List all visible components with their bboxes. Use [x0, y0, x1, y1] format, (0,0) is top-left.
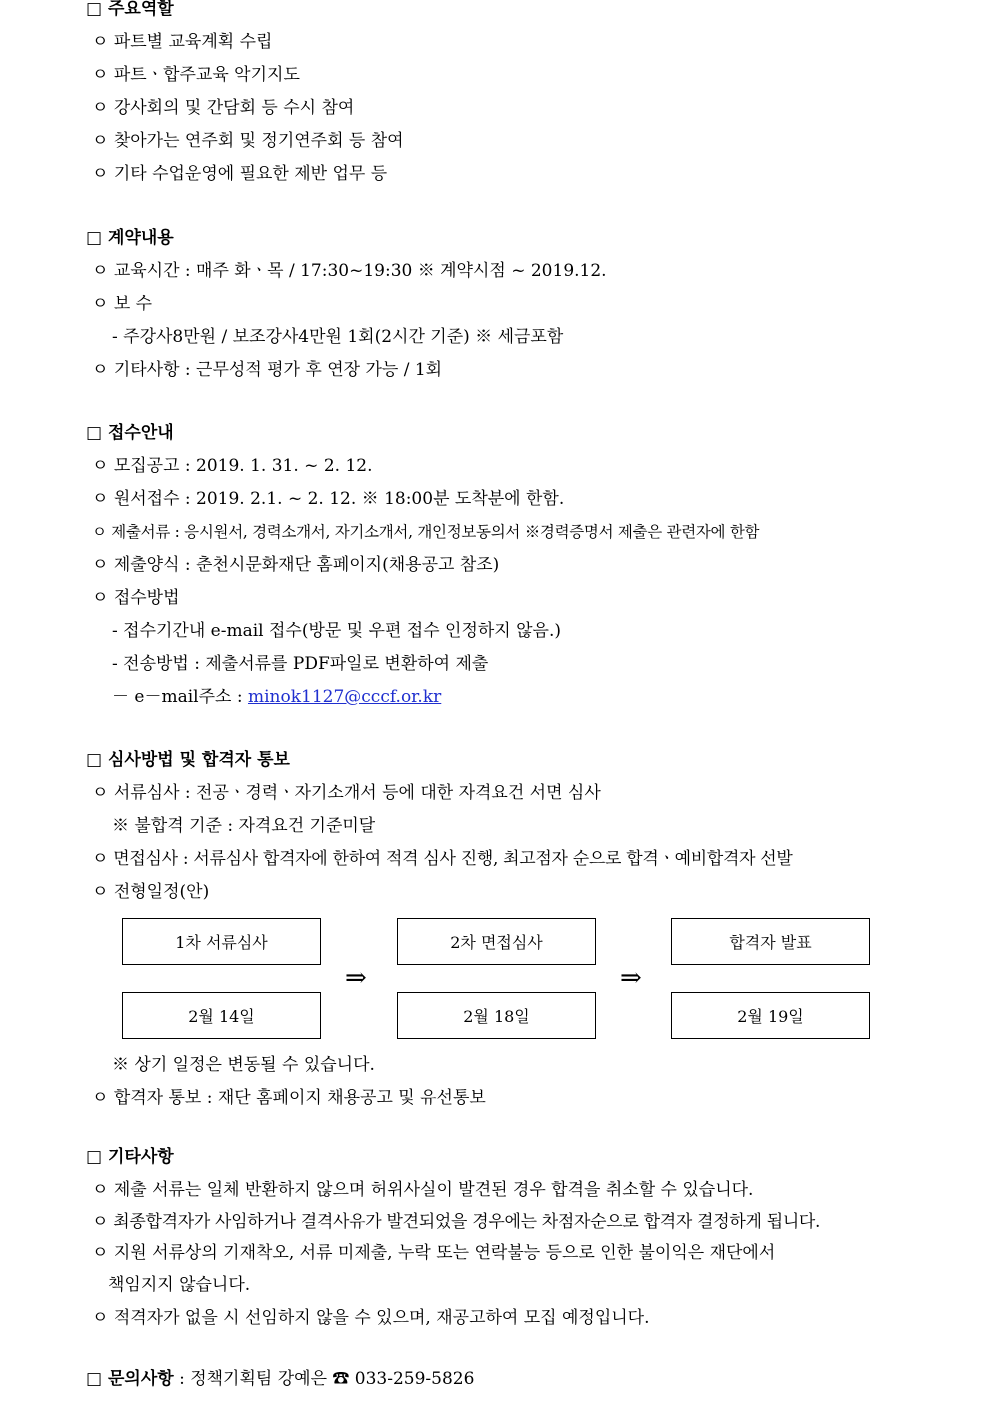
- schedule-stage-box: [397, 918, 596, 965]
- list-item: ㅇ 파트별 교육계획 수립: [92, 32, 273, 52]
- list-item: ㅇ 면접심사 : 서류심사 합격자에 한하여 적격 심사 진행, 최고점자 순으로 합격ㆍ예비합격자 선발: [92, 849, 793, 869]
- section-title-other: □ 기타사항: [86, 1147, 174, 1167]
- list-note: ※ 불합격 기준 : 자격요건 기준미달: [112, 816, 376, 836]
- list-item: ㅇ 서류심사 : 전공ㆍ경력ㆍ자기소개서 등에 대한 자격요건 서면 심사: [92, 783, 601, 803]
- list-item: ㅇ 전형일정(안): [92, 882, 210, 902]
- section-title-screening: □ 심사방법 및 합격자 통보: [86, 750, 290, 770]
- schedule-stage-label: 1차 서류심사: [175, 933, 268, 952]
- schedule-stage-label: 합격자 발표: [729, 933, 812, 952]
- list-item: ㅇ 적격자가 없을 시 선임하지 않을 수 있으며, 재공고하여 모집 예정입니다.: [92, 1308, 650, 1328]
- schedule-note: ※ 상기 일정은 변동될 수 있습니다.: [112, 1055, 375, 1075]
- list-item: ㅇ 보 수: [92, 294, 153, 314]
- email-line: [112, 686, 441, 708]
- section-title-contact: □ 문의사항: [86, 1369, 174, 1389]
- list-item-continued: 책임지지 않습니다.: [108, 1275, 251, 1295]
- arrow-right-icon: ⇒: [620, 963, 642, 993]
- email-link[interactable]: minok1127@cccf.or.kr: [247, 687, 442, 707]
- schedule-stage-box: [671, 918, 870, 965]
- section-title-application: □ 접수안내: [86, 423, 174, 443]
- list-item: ㅇ 교육시간 : 매주 화ㆍ목 / 17:30~19:30 ※ 계약시점 ~ 2019.12.: [92, 261, 607, 281]
- list-item: ㅇ 기타 수업운영에 필요한 제반 업무 등: [92, 164, 388, 184]
- list-item: ㅇ 합격자 통보 : 재단 홈페이지 채용공고 및 유선통보: [92, 1088, 486, 1108]
- list-subitem: - 주강사8만원 / 보조강사4만원 1회(2시간 기준) ※ 세금포함: [112, 327, 564, 347]
- list-item: ㅇ 파트ㆍ합주교육 악기지도: [92, 65, 300, 85]
- list-item: ㅇ 강사회의 및 간담회 등 수시 참여: [92, 98, 355, 118]
- schedule-date-box: [671, 992, 870, 1039]
- contact-info: : 정책기획팀 강예은 ☎ 033-259-5826: [173, 1369, 475, 1389]
- list-item: ㅇ 접수방법: [92, 588, 180, 608]
- arrow-right-icon: ⇒: [345, 963, 367, 993]
- schedule-stage-box: [122, 918, 321, 965]
- section-title-roles: □ 주요역할: [86, 0, 174, 19]
- list-item: ㅇ 원서접수 : 2019. 2.1. ~ 2. 12. ※ 18:00분 도착분에 한함.: [92, 489, 565, 509]
- schedule-stage-label: 2차 면접심사: [450, 933, 543, 952]
- section-title-contract: □ 계약내용: [86, 228, 174, 248]
- schedule-date-box: [122, 992, 321, 1039]
- list-subitem: - 전송방법 : 제출서류를 PDF파일로 변환하여 제출: [112, 654, 489, 674]
- list-item: ㅇ 모집공고 : 2019. 1. 31. ~ 2. 12.: [92, 456, 373, 476]
- schedule-date-label: 2월 18일: [463, 1007, 530, 1026]
- email-label: － e－mail주소 :: [112, 687, 248, 707]
- list-item: ㅇ 제출양식 : 춘천시문화재단 홈페이지(채용공고 참조): [92, 555, 500, 575]
- schedule-date-box: [397, 992, 596, 1039]
- list-item: ㅇ 찾아가는 연주회 및 정기연주회 등 참여: [92, 131, 404, 151]
- list-item: ㅇ 최종합격자가 사임하거나 결격사유가 발견되었을 경우에는 차점자순으로 합격자 결정하게 됩니다.: [92, 1212, 821, 1232]
- list-item: ㅇ 지원 서류상의 기재착오, 서류 미제출, 누락 또는 연락불능 등으로 인한 불이익은 재단에서: [92, 1243, 776, 1263]
- list-item: ㅇ 제출서류 : 응시원서, 경력소개서, 자기소개서, 개인정보동의서 ※경력증명서 제출은 관련자에 한함: [92, 523, 760, 541]
- contact-line: [86, 1368, 474, 1390]
- list-item: ㅇ 기타사항 : 근무성적 평가 후 연장 가능 / 1회: [92, 360, 443, 380]
- schedule-date-label: 2월 19일: [737, 1007, 804, 1026]
- list-item: ㅇ 제출 서류는 일체 반환하지 않으며 허위사실이 발견된 경우 합격을 취소할 수 있습니다.: [92, 1180, 754, 1200]
- list-subitem: - 접수기간내 e-mail 접수(방문 및 우편 접수 인정하지 않음.): [112, 621, 562, 641]
- schedule-date-label: 2월 14일: [188, 1007, 255, 1026]
